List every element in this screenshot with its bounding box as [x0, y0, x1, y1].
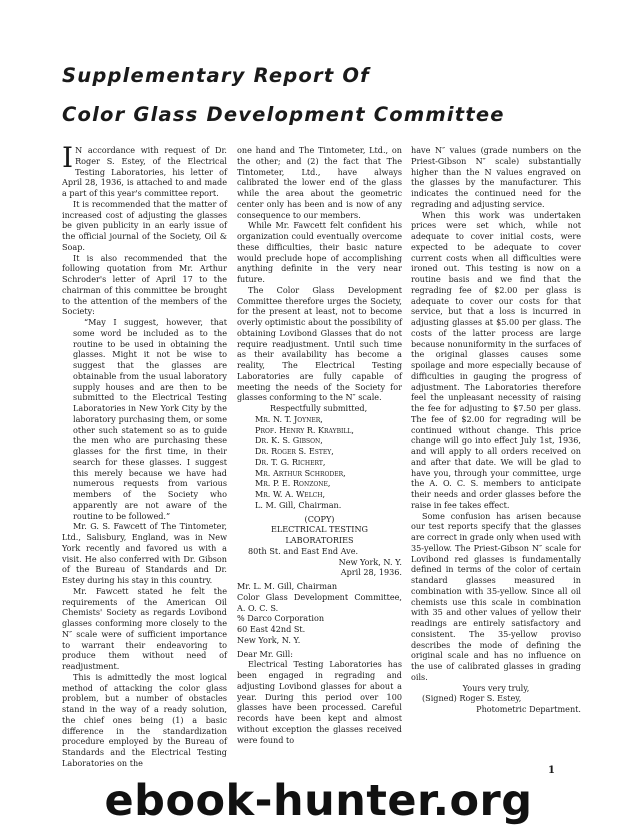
- signer: Mr. W. A. Welch,: [255, 489, 326, 499]
- signature-line: (Signed) Roger S. Estey,: [422, 693, 522, 704]
- paragraph-4: Mr. G. S. Fawcett of The Tintometer, Ltd., Salisbury, England, was in New York recently and favored us with a visit. He also conferred with Dr. Gibson of the Bureau of Standards and Dr. Estey during his stay in this country.: [62, 521, 227, 585]
- letterhead-address-2: New York, N. Y.: [338, 556, 402, 567]
- recipient-line: 60 East 42nd St.: [237, 624, 306, 634]
- signature-title: Photometric Department.: [476, 704, 581, 714]
- paragraph-8: While Mr. Fawcett felt confident his organization could eventually overcome these difficulties, their basic nature would preclude hope of accomplishing anything definite in the very near future.: [237, 220, 402, 284]
- letterhead-address-1: 80th St. and East End Ave.: [248, 545, 359, 556]
- drop-cap: I: [62, 141, 74, 174]
- recipient-line: New York, N. Y.: [237, 634, 301, 645]
- closing: Yours very truly,: [462, 682, 530, 693]
- recipient-line: % Darco Corporation: [237, 613, 325, 624]
- respectfully-submitted: Respectfully submitted,: [270, 403, 368, 413]
- column-3: [411, 145, 581, 715]
- letterhead-org: ELECTRICAL TESTING LABORATORIES: [270, 524, 369, 545]
- page-number: 1: [548, 765, 555, 776]
- signer: Dr. K. S. Gibson,: [255, 435, 323, 446]
- column-2: [237, 145, 402, 745]
- column-1: [62, 141, 227, 769]
- paragraph-9: The Color Glass Development Committee therefore urges the Society, for the present at least, not to become overly optimistic about the possibility of obtaining Lovibond Glasses that do not require readjustment. Until such time as their availability has become a reality, The Electrical Testing Laboratories are fully capable of meeting the needs of the Society for glasses conforming to the N″ scale.: [237, 284, 403, 403]
- signer: Mr. P. E. Ronzone,: [255, 478, 331, 489]
- recipient-line: Color Glass Development Committee, A. O. C. S.: [237, 591, 402, 613]
- recipient-block: [237, 581, 402, 646]
- signer: Mr. N. T. Joyner,: [255, 413, 323, 424]
- signer: Mr. Arthur Schroder,: [255, 467, 346, 478]
- salutation: Dear Mr. Gill:: [237, 648, 293, 659]
- paragraph-10: Electrical Testing Laboratories has been engaged in regrading and adjusting Lovibond glasses for about a year. During this period over 100 glasses have been processed. Careful records have been kept and almost without exception the glasses received were found to: [237, 659, 402, 745]
- paragraph-3: It is also recommended that the following quotation from Mr. Arthur Schroder's letter of April 17 to the chairman of this committee be brought to the attention of the members of the Society:: [62, 252, 227, 317]
- paragraph-1: I N accordance with request of Dr. Roger S. Estey, of the Electrical Testing Laboratories, his letter of April 28, 1936, is attached to and made a part of this year's committee report.: [62, 141, 227, 198]
- signer: L. M. Gill, Chairman.: [255, 499, 342, 510]
- signer: Dr. Roger S. Estey,: [255, 446, 334, 456]
- signers-list: [237, 414, 402, 511]
- paragraph-2: It is recommended that the matter of increased cost of adjusting the glasses be given publicity in an early issue of the official journal of the Society, Oil & Soap.: [62, 198, 227, 252]
- paragraph-13: Some confusion has arisen because our test reports specify that the glasses are correct in grade only when used with 35-yellow. The Priest-Gibson N″ scale for Lovibond red glasses is fundamentally defined in terms of the color of certain standard glasses measured in combination with 35-yellow. Since all oil chemists use this scale in combination with 35 and other values of yellow their readings are entirely satisfactory and consistent. The 35-yellow proviso describes the mode of defining the original scale and has no influence on the use of calibrated glasses in grading oils.: [411, 510, 581, 682]
- signer: Dr. T. G. Richert,: [255, 456, 326, 467]
- paragraph-12: When this work was undertaken prices were set which, while not adequate to cover initial costs, were expected to be adequate to cover current costs when all difficulties were ironed out. This testing is now on a routine basis and we find that the regrading fee of $2.00 per glass is adequate to cover our costs for that service, but that a loss is incurred in adjusting glasses at $5.00 per glass. The costs of the latter process are large because nonuniformity in the surfaces of the original glasses causes some spoilage and more especially because of difficulties in gauging the progress of adjustment. The Laboratories therefore feel the unpleasant necessity of raising the fee for adjusting to $7.50 per glass. The fee of $2.00 for regrading will be continued without change. This price change will go into effect July 1st, 1936, and will apply to all orders received on and after that date. We will be glad to have you, through your committee, urge the A. O. C. S. members to anticipate their needs and order glasses before the raise in fee takes effect.: [411, 209, 581, 510]
- signer: Prof. Henry R. Kraybill,: [255, 424, 354, 435]
- letter-date: April 28, 1936.: [340, 567, 402, 578]
- quoted-letter: “May I suggest, however, that some word be included as to the routine to be used in obtaining the glasses. Might it not be wise to suggest that the glasses are obtainable from the usual laboratory supply houses and are then to be submitted to the Electrical Testing Laboratories in New York City by the laboratory purchasing them, or some other such statement so as to guide the men who are purchasing these glasses for the first time, in their search for these glasses. I suggest this merely because we have had numerous requests from various members of the Society who apparently are not aware of the routine to be followed.”: [73, 317, 227, 521]
- paragraph-7: one hand and The Tintometer, Ltd., on the other; and (2) the fact that The Tintometer, Ltd., have always calibrated the lower end of the glass while the area about the geometric center only has been and is now of any consequence to our members.: [237, 145, 402, 220]
- recipient-line: Mr. L. M. Gill, Chairman: [237, 581, 338, 591]
- watermark: ebook-hunter.org: [0, 778, 637, 824]
- paragraph-5: Mr. Fawcett stated he felt the requirements of the American Oil Chemists' Society as regards Lovibond glasses conforming more closely to the N″ scale were of sufficient importance to warrant their endeavoring to produce them without need of readjustment.: [62, 585, 227, 671]
- copy-label: (COPY): [304, 513, 335, 524]
- paragraph-11: have N″ values (grade numbers on the Priest-Gibson N″ scale) substantially higher than the N values engraved on the glasses by the manufacturer. This indicates the continued need for the regrading and adjusting service.: [411, 145, 581, 209]
- report-title-line1: Supplementary Report Of: [62, 64, 370, 87]
- report-title-line2: Color Glass Development Committee: [62, 103, 505, 126]
- paragraph-6: This is admittedly the most logical method of attacking the color glass problem, but a number of obstacles stand in the way of a ready solution, the chief ones being (1) a basic difference in the standardization procedure employed by the Bureau of Standards and the Electrical Testing Laboratories on the: [62, 671, 227, 768]
